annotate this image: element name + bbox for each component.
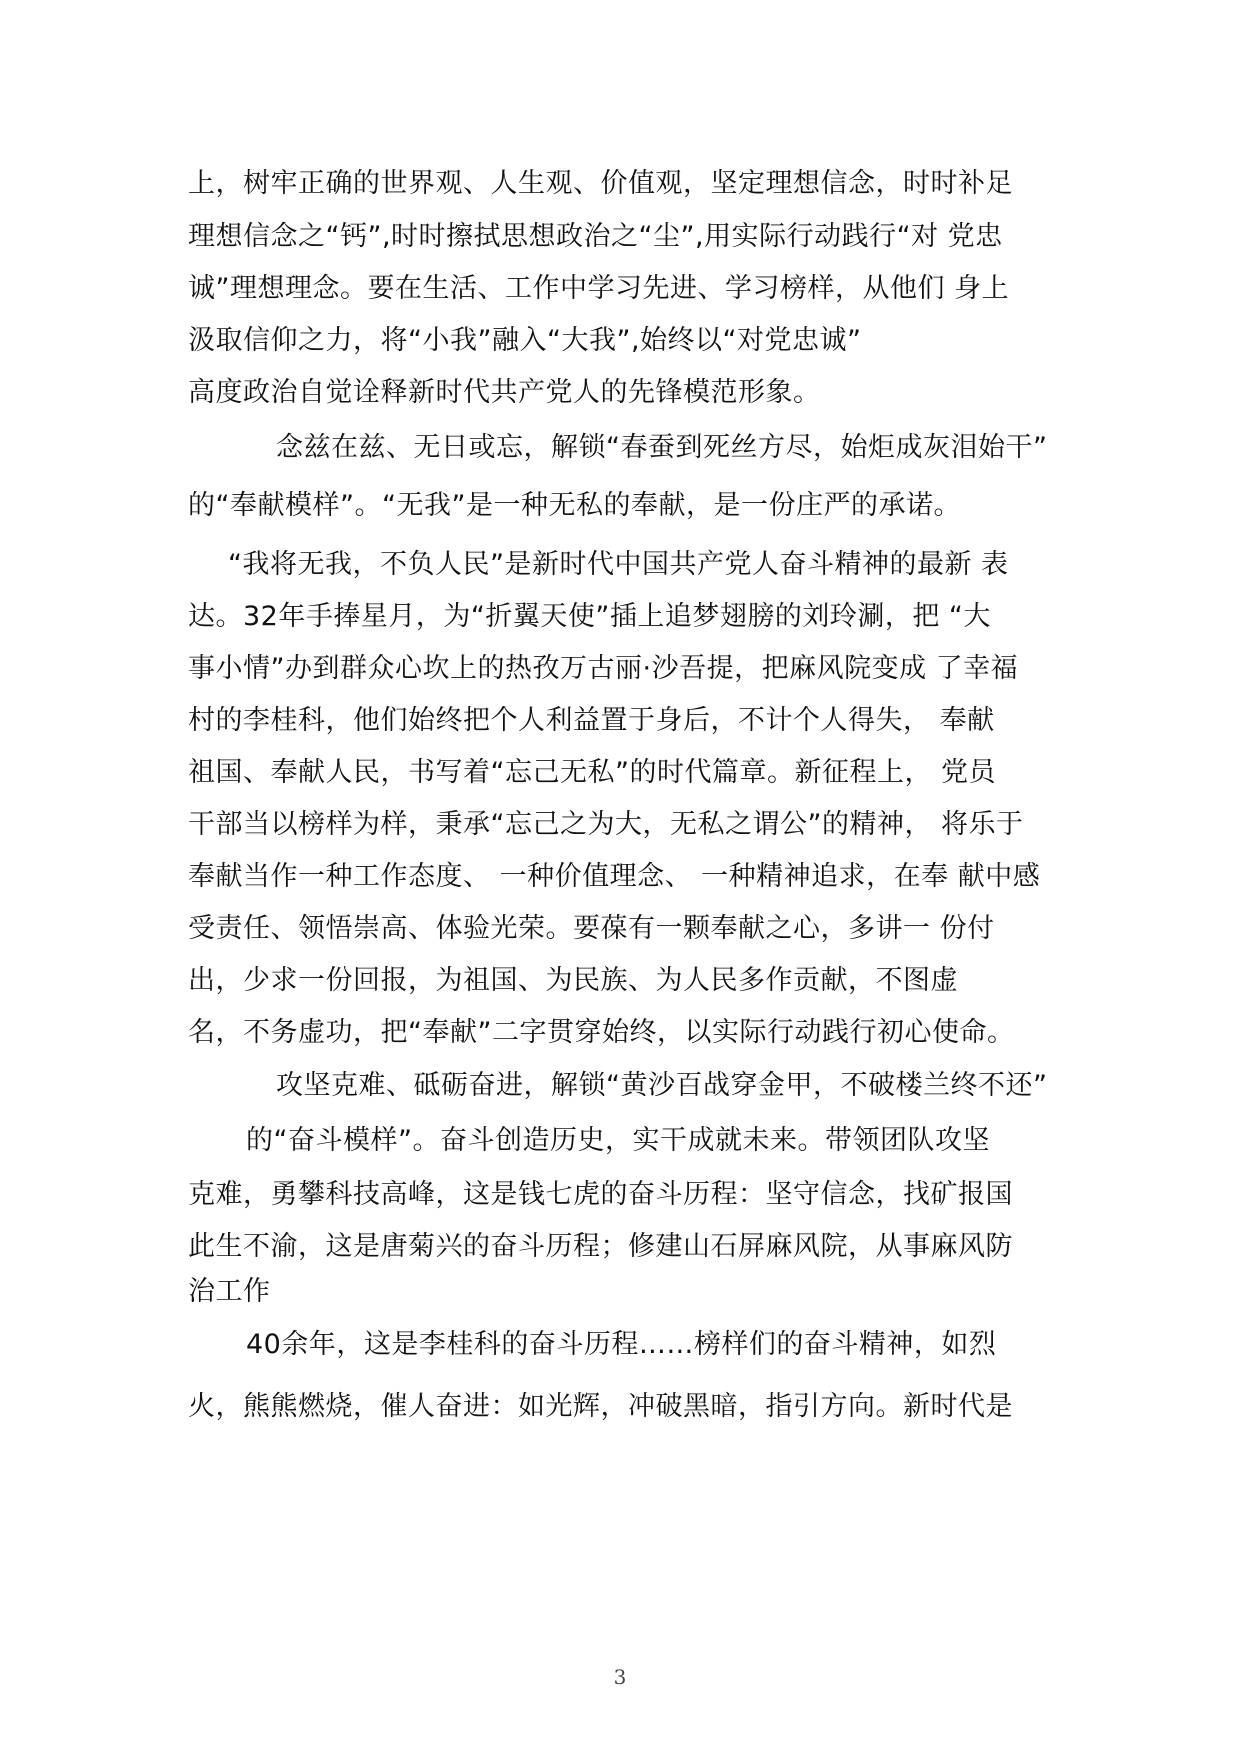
body-line: 此生不渝，这是唐菊兴的奋斗历程；修建山石屏麻风院，从事麻风防 (188, 1231, 1013, 1262)
body-line: 事小情”办到群众心坎上的热孜万古丽·沙吾提，把麻风院变成 了幸福 (188, 653, 1019, 684)
body-line: 达。32年手捧星月，为“折翼天使”插上追梦翅膀的刘玲涮，把 “大 (188, 601, 991, 632)
body-line: 40余年，这是李桂科的奋斗历程……榜样们的奋斗精神，如烈 (246, 1329, 997, 1360)
body-line: 诚”理想理念。要在生活、工作中学习先进、学习榜样，从他们 身上 (188, 273, 1010, 304)
body-line: 高度政治自觉诠释新时代共产党人的先锋模范形象。 (188, 377, 821, 408)
body-line: 名，不务虚功，把“奉献”二字贯穿始终，以实际行动践行初心使命。 (188, 1017, 1015, 1048)
body-line: 攻坚克难、砥砺奋进，解锁“黄沙百战穿金甲，不破楼兰终不还” (276, 1070, 1048, 1101)
body-line: 火，熊熊燃烧，催人奋进：如光辉，冲破黑暗，指引方向。新时代是 (188, 1391, 1013, 1422)
body-line: 出，少求一份回报，为祖国、为民族、为人民多作贡献，不图虚 (188, 965, 958, 996)
body-line: 克难，勇攀科技高峰，这是钱七虎的奋斗历程：坚守信念，找矿报国 (188, 1179, 1013, 1210)
page-number: 3 (613, 1665, 627, 1689)
body-line: 村的李桂科，他们始终把个人利益置于身后，不计个人得失， 奉献 (188, 705, 995, 736)
body-line: 奉献当作一种工作态度、 一种价值理念、 一种精神追求，在奉 献中感 (188, 861, 1041, 892)
body-line: 念兹在兹、无日或忘，解锁“春蚕到死丝方尽，始炬成灰泪始干” (276, 432, 1048, 463)
body-line: 干部当以榜样为样，秉承“忘己之为大，无私之谓公”的精神， 将乐于 (188, 809, 1024, 840)
body-line: 上，树牢正确的世界观、人生观、价值观，坚定理想信念，时时补足 (188, 168, 1013, 199)
body-line: 汲取信仰之力，将“小我”融入“大我”,始终以“对党忠诚” (188, 325, 862, 356)
body-line: “我将无我，不负人民”是新时代中国共产党人奋斗精神的最新 表 (228, 549, 1009, 580)
body-line: 受责任、领悟崇高、体验光荣。要葆有一颗奉献之心，多讲一 份付 (188, 913, 995, 944)
body-line: 治工作 (188, 1276, 271, 1307)
body-line: 祖国、奉献人民，书写着“忘己无私”的时代篇章。新征程上， 党员 (188, 757, 997, 788)
body-line: 的“奋斗模样”。奋斗创造历史，实干成就未来。带领团队攻坚 (246, 1125, 990, 1156)
body-line: 的“奉献模样”。“无我”是一种无私的奉献，是一份庄严的承诺。 (188, 490, 961, 521)
body-line: 理想信念之“钙”,时时擦拭思想政治之“尘”,用实际行动践行“对 党忠 (188, 221, 1003, 252)
